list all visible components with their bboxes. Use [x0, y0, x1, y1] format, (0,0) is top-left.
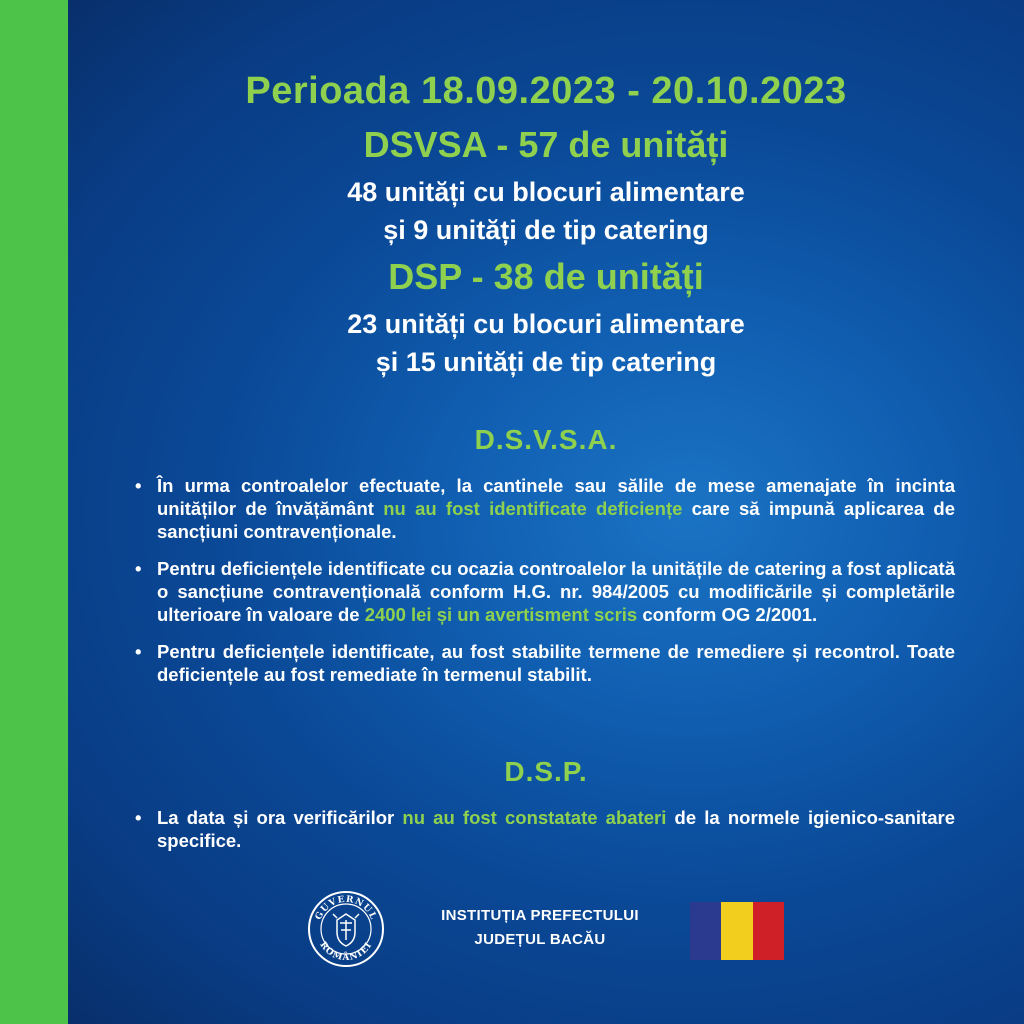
list-item [135, 640, 955, 686]
list-item [135, 557, 955, 626]
government-seal-icon [307, 890, 385, 968]
bullet-highlight: nu au fost identificate deficiențe [383, 498, 683, 519]
dsvsa-section-title: D.S.V.S.A. [474, 424, 618, 455]
dsp-section-title: D.S.P. [504, 756, 588, 787]
bullet-text: La data și ora verificărilor [157, 807, 403, 828]
institution-name [420, 904, 660, 952]
institution-line-1: INSTITUȚIA PREFECTULUI [441, 907, 639, 924]
institution-line-2: JUDEȚUL BACĂU [474, 931, 606, 948]
flag-stripe-blue [690, 902, 721, 960]
bullet-text: conform OG 2/2001. [637, 604, 818, 625]
bullet-highlight: nu au fost constatate abateri [402, 807, 667, 828]
bullet-text: de la normele igienico-sanitare specifice. [157, 807, 955, 851]
romania-flag-icon [690, 902, 784, 960]
dsp-line-1: 23 unități cu blocuri alimentare [347, 309, 745, 339]
bullet-text: care să impună aplicarea de sancțiuni contravenționale. [157, 498, 955, 542]
dsvsa-heading: DSVSA - 57 de unități [363, 124, 729, 165]
dsp-bullet-list [135, 806, 955, 866]
seal-bottom-text: ROMÂNIEI [317, 940, 375, 964]
left-accent-bar [0, 0, 68, 1024]
bullet-text: Pentru deficiențele identificate, au fost stabilite termene de remediere și recontrol. Toate deficiențele au fost remediate în termenul stabilit. [157, 641, 955, 685]
list-item [135, 474, 955, 543]
bullet-text: Pentru deficiențele identificate cu ocazia controalelor la unitățile de catering a fost aplicată o sancțiune contravențională conform H.G. nr. 984/2005 cu modificările și completările ulterioare în valoare de [157, 558, 955, 625]
list-item [135, 806, 955, 852]
period-heading: Perioada 18.09.2023 - 20.10.2023 [245, 70, 847, 112]
flag-stripe-yellow [721, 902, 752, 960]
seal-top-text: GUVERNUL [313, 894, 379, 922]
bullet-highlight: 2400 lei și un avertisment scris [364, 604, 638, 625]
dsvsa-line-2: și 9 unități de tip catering [383, 215, 709, 245]
footer [0, 890, 1024, 970]
dsp-line-2: și 15 unități de tip catering [375, 347, 717, 377]
dsp-heading: DSP - 38 de unități [388, 256, 704, 297]
flag-stripe-red [753, 902, 784, 960]
bullet-text: În urma controalelor efectuate, la cantinele sau sălile de mese amenajate în incinta unităților de învățământ [157, 475, 955, 519]
dsvsa-bullet-list [135, 474, 955, 700]
dsvsa-line-1: 48 unități cu blocuri alimentare [347, 177, 745, 207]
